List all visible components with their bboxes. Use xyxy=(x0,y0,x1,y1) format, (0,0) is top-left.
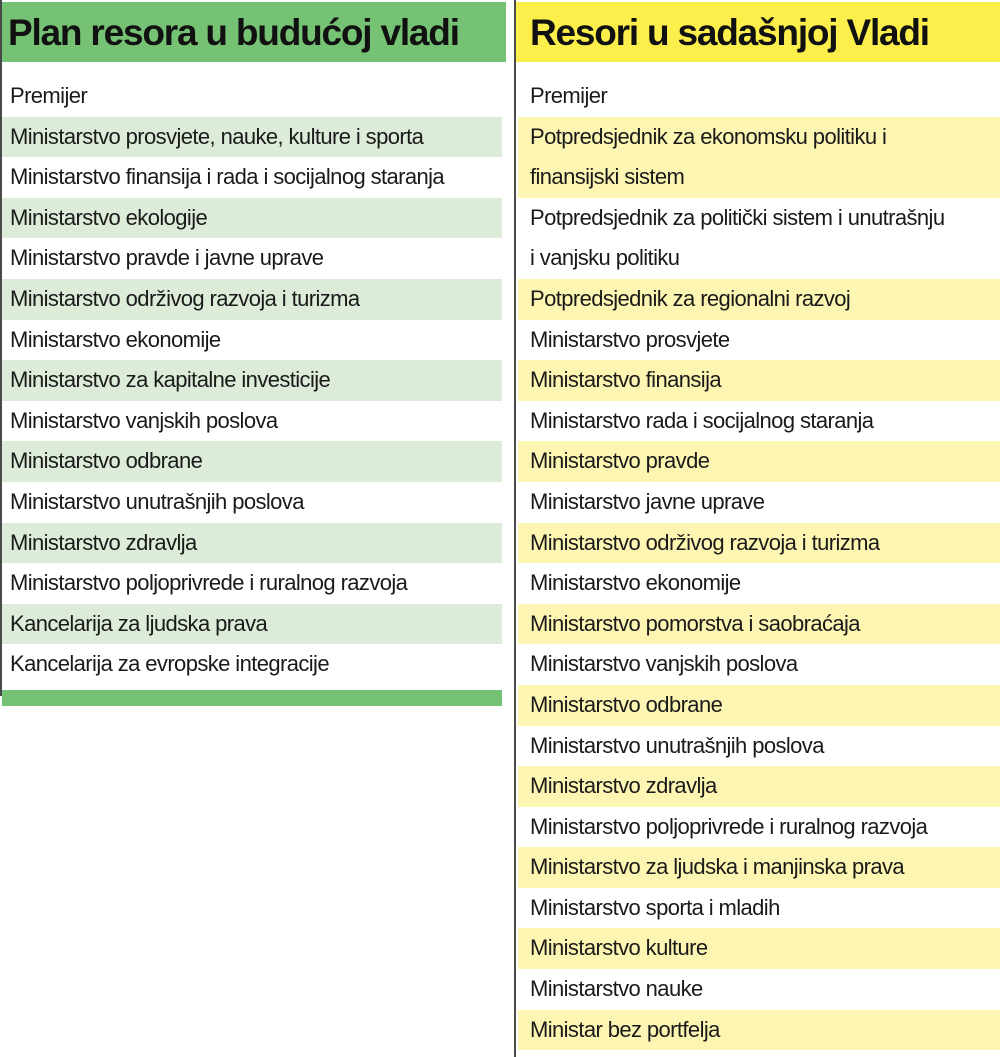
list-item: Ministarstvo poljoprivrede i ruralnog razvoja xyxy=(10,570,408,596)
list-item: Ministarstvo vanjskih poslova xyxy=(530,651,798,677)
list-item: Ministarstvo održivog razvoja i turizma xyxy=(518,523,1000,564)
list-item: Ministarstvo odbrane xyxy=(518,685,1000,726)
list-item: Ministarstvo sporta i mladih xyxy=(530,894,780,920)
list-item: Ministarstvo pravde i javne uprave xyxy=(10,245,324,271)
list-item: i vanjsku politiku xyxy=(530,245,680,271)
list-item: Kancelarija za ljudska prava xyxy=(2,604,502,645)
list-item: Ministarstvo prosvjete, nauke, kulture i sporta xyxy=(2,117,502,158)
list-item: Ministarstvo zdravlja xyxy=(518,766,1000,807)
list-item: Potpredsjednik za politički sistem i unutrašnju xyxy=(530,204,945,230)
list-item: Ministarstvo održivog razvoja i turizma xyxy=(2,279,502,320)
list-item: Ministarstvo odbrane xyxy=(2,441,502,482)
list-item: Ministarstvo poljoprivrede i ruralnog razvoja xyxy=(530,813,928,839)
list-item: Ministar bez portfelja xyxy=(518,1010,1000,1051)
current-government-list xyxy=(518,76,1000,1050)
list-item: Ministarstvo finansija xyxy=(518,360,1000,401)
list-item: Ministarstvo za ljudska i manjinska prava xyxy=(518,847,1000,888)
list-item: Potpredsjednik za ekonomsku politiku i xyxy=(518,117,1000,158)
list-item: Potpredsjednik za regionalni razvoj xyxy=(518,279,1000,320)
list-item: Ministarstvo javne uprave xyxy=(530,488,765,514)
left-footer-bar xyxy=(2,690,502,706)
list-item: Premijer xyxy=(530,83,608,108)
list-item: Ministarstvo prosvjete xyxy=(530,326,730,352)
list-item: Ministarstvo finansija i rada i socijalnog staranja xyxy=(10,164,445,190)
list-item: Ministarstvo pomorstva i saobraćaja xyxy=(518,604,1000,645)
current-government-title: Resori u sadašnjoj Vladi xyxy=(516,2,1000,62)
list-item: Ministarstvo unutrašnjih poslova xyxy=(10,488,304,514)
list-item: Ministarstvo ekonomije xyxy=(530,570,741,596)
list-item: Premijer xyxy=(10,83,88,108)
list-item: Ministarstvo kulture xyxy=(518,928,1000,969)
list-item: Ministarstvo pravde xyxy=(518,441,1000,482)
list-item: Kancelarija za evropske integracije xyxy=(10,651,329,677)
list-item: finansijski sistem xyxy=(518,157,1000,198)
future-government-title: Plan resora u budućoj vladi xyxy=(2,2,506,62)
list-item: Ministarstvo ekonomije xyxy=(10,326,221,352)
current-government-panel xyxy=(514,0,1000,1057)
list-item: Ministarstvo za kapitalne investicije xyxy=(2,360,502,401)
list-item: Ministarstvo vanjskih poslova xyxy=(10,407,278,433)
list-item: Ministarstvo ekologije xyxy=(2,198,502,239)
future-government-list xyxy=(2,76,502,685)
right-panel-border xyxy=(514,0,516,1057)
list-item: Ministarstvo unutrašnjih poslova xyxy=(530,732,824,758)
future-government-panel xyxy=(0,0,506,706)
list-item: Ministarstvo rada i socijalnog staranja xyxy=(530,407,874,433)
list-item: Ministarstvo zdravlja xyxy=(2,523,502,564)
list-item: Ministarstvo nauke xyxy=(530,976,703,1002)
